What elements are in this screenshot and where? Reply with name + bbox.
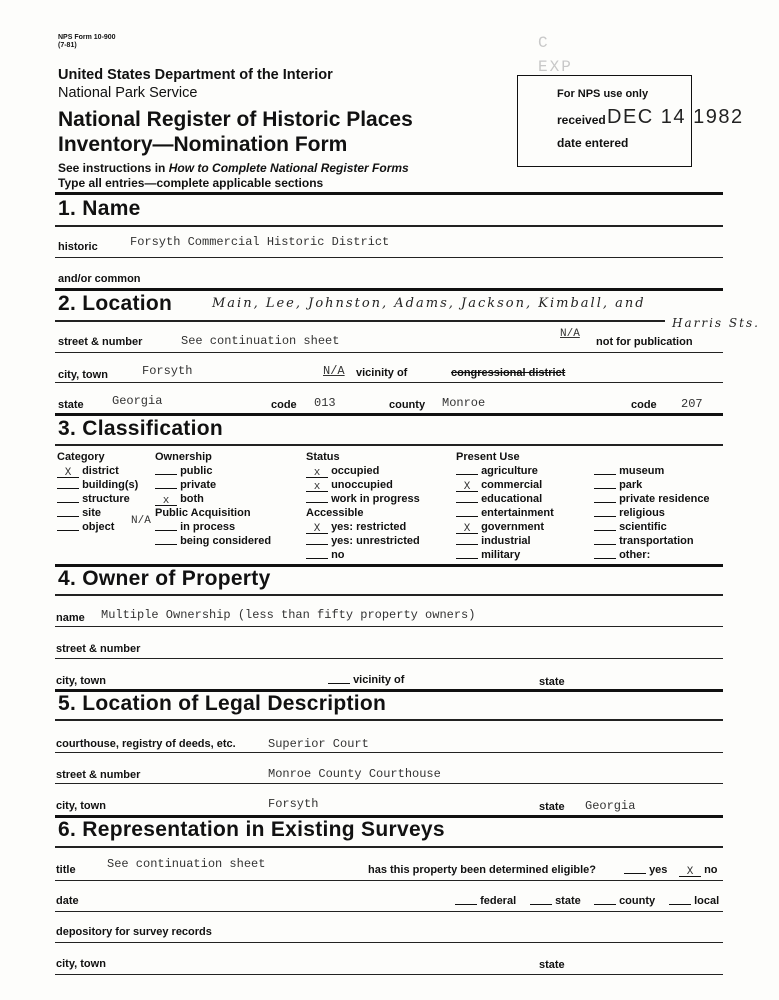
educational-label: educational [481,493,543,505]
section2-heading: 2. Location [58,292,173,315]
rule-legal-street [55,783,723,784]
agriculture-label: agriculture [481,465,538,477]
rule-s6-head [55,846,723,848]
government-label: government [481,521,545,533]
ownership-private[interactable] [155,479,216,491]
checkbox-military[interactable] [456,549,478,559]
public-label: public [180,465,213,477]
rule-s3-head [55,444,723,446]
rule-top-s2 [55,288,723,291]
both-label: both [180,493,204,505]
federal-label: federal [480,895,517,907]
survey-state-label: state [555,895,581,907]
checkbox-commercial[interactable]: X [456,482,478,492]
instructions-line1 [58,161,409,175]
checkbox-eligible-no[interactable]: X [679,867,701,877]
handwritten-streets: Main, Lee, Johnston, Adams, Jackson, Kimball, and [212,296,646,311]
military-label: military [481,549,521,561]
work-in-progress-label: work in progress [331,493,420,505]
rule-historic [55,257,723,258]
rule-depository [55,942,723,943]
handwritten-streets-2: Harris Sts. [672,316,760,330]
structure-label: structure [82,493,130,505]
rule-street [55,352,723,353]
no-label: no [331,549,345,561]
date-entered-label: date entered [557,136,629,150]
street-label: street & number [58,336,143,348]
rule-top-s1 [55,192,723,195]
category-district[interactable] [57,465,119,478]
legal-city-value: Forsyth [268,797,319,811]
checkbox-eligible-yes[interactable] [624,864,646,874]
accessible-unrestricted[interactable] [306,535,420,547]
checkbox-occupied[interactable]: x [306,468,328,478]
checkbox-owner-vicinity[interactable] [328,674,350,684]
ownership-header: Ownership [155,451,212,463]
checkbox-unoccupied[interactable]: x [306,482,328,492]
publication-na: N/A [560,328,580,340]
use-other[interactable] [594,549,650,561]
received-stamp: DEC 14 1982 [607,106,744,128]
code-label: code [271,399,297,411]
faded-stamp-2: EXP [538,58,573,76]
transportation-label: transportation [619,535,694,547]
vicinity-label: vicinity of [356,367,408,379]
survey-county[interactable] [594,895,655,907]
checkbox-agriculture[interactable] [456,465,478,475]
rule-owner-name [55,626,723,627]
checkbox-public[interactable] [155,465,177,475]
use-entertainment[interactable] [456,507,554,519]
checkbox-survey-state[interactable] [530,895,552,905]
eligible-yes-label: yes [649,864,668,876]
checkbox-religious[interactable] [594,507,616,517]
service-name: National Park Service [58,85,198,101]
county-label: county [389,399,426,411]
legal-street-value: Monroe County Courthouse [268,767,441,781]
code2-label: code [631,399,657,411]
checkbox-other[interactable] [594,549,616,559]
use-industrial[interactable] [456,535,531,547]
commercial-label: commercial [481,479,543,491]
religious-label: religious [619,507,665,519]
form-title-line1: National Register of Historic Places [58,108,413,131]
survey-date-label: date [56,895,79,907]
legal-street-label: street & number [56,769,141,781]
historic-label: historic [58,241,98,253]
county-level-label: county [619,895,656,907]
owner-vicinity[interactable] [328,674,404,686]
rule-top-s3 [55,413,723,416]
object-label: object [82,521,115,533]
district-label: district [82,465,119,477]
legal-city-label: city, town [56,800,106,812]
acquisition-na: N/A [131,515,151,527]
use-religious[interactable] [594,507,665,519]
present-use-header: Present Use [456,451,520,463]
status-unoccupied[interactable] [306,479,393,492]
received-label: received [557,113,606,127]
use-agriculture[interactable] [456,465,538,477]
use-transportation[interactable] [594,535,694,547]
ownership-both[interactable] [155,493,204,506]
checkbox-transportation[interactable] [594,535,616,545]
checkbox-buildings[interactable] [57,479,79,489]
survey-local[interactable] [669,895,719,907]
state-value: Georgia [112,394,163,408]
instructions-title: How to Complete National Register Forms [168,161,409,175]
eligible-no-label: no [704,864,718,876]
local-label: local [694,895,720,907]
rule-s5-head [55,719,723,721]
checkbox-no[interactable] [306,549,328,559]
checkbox-object[interactable] [57,521,79,531]
checkbox-educational[interactable] [456,493,478,503]
checkbox-being-considered[interactable] [155,535,177,545]
form-title-line2: Inventory—Nomination Form [58,133,348,156]
section6-heading: 6. Representation in Existing Surveys [58,818,445,841]
form-revision: (7-81) [58,42,77,49]
in-process-label: in process [180,521,236,533]
form-number: NPS Form 10-900 [58,34,116,41]
status-occupied[interactable] [306,465,379,478]
status-header: Status [306,451,340,463]
street-value: See continuation sheet [181,334,340,348]
checkbox-unrestricted[interactable] [306,535,328,545]
survey-title-label: title [56,864,76,876]
checkbox-work-in-progress[interactable] [306,493,328,503]
section5-heading: 5. Location of Legal Description [58,692,387,715]
rule-survey-title [55,880,723,881]
checkbox-park[interactable] [594,479,616,489]
vicinity-na: N/A [323,364,345,378]
rule-owner-street [55,658,723,659]
depository-label: depository for survey records [56,926,212,938]
status-work-in-progress[interactable] [306,493,420,505]
checkbox-entertainment[interactable] [456,507,478,517]
use-park[interactable] [594,479,642,491]
private-residence-label: private residence [619,493,710,505]
owner-street-label: street & number [56,643,141,655]
use-government[interactable] [456,521,544,534]
use-private-residence[interactable] [594,493,710,505]
category-site[interactable] [57,507,101,519]
legal-state-label: state [539,801,565,813]
code2-value: 207 [681,397,703,411]
section1-heading: 1. Name [58,197,141,220]
checkbox-federal[interactable] [455,895,477,905]
historic-value: Forsyth Commercial Historic District [130,235,390,249]
rule-survey-date [55,911,723,912]
restricted-label: yes: restricted [331,521,407,533]
ownership-public[interactable] [155,465,212,477]
rule-city [55,382,723,383]
checkbox-site[interactable] [57,507,79,517]
other-label: other: [619,549,651,561]
checkbox-district[interactable]: X [57,468,79,478]
private-label: private [180,479,217,491]
rule-s2-head [55,320,665,322]
survey-state[interactable] [530,895,581,907]
section3-heading: 3. Classification [58,417,223,440]
museum-label: museum [619,465,665,477]
entertainment-label: entertainment [481,507,554,519]
city-label: city, town [58,369,108,381]
accessible-no[interactable] [306,549,345,561]
being-considered-label: being considered [180,535,272,547]
department-name: United States Department of the Interior [58,67,333,83]
checkbox-in-process[interactable] [155,521,177,531]
survey-federal[interactable] [455,895,516,907]
use-commercial[interactable] [456,479,542,492]
park-label: park [619,479,643,491]
survey-state2-label: state [539,959,565,971]
checkbox-private[interactable] [155,479,177,489]
checkbox-industrial[interactable] [456,535,478,545]
instructions-line2: Type all entries—complete applicable sections [58,176,324,190]
eligible-yes[interactable] [624,864,667,876]
code-value: 013 [314,396,336,410]
county-value: Monroe [442,396,486,410]
acq-in-process[interactable] [155,521,235,533]
courthouse-value: Superior Court [268,737,369,751]
legal-state-value: Georgia [585,799,636,813]
owner-state-label: state [539,676,565,688]
checkbox-government[interactable]: X [456,524,478,534]
rule-survey-city [55,974,723,975]
checkbox-structure[interactable] [57,493,79,503]
use-military[interactable] [456,549,520,561]
owner-city-label: city, town [56,675,106,687]
buildings-label: building(s) [82,479,139,491]
site-label: site [82,507,102,519]
congressional-district-label: congressional district [451,367,566,379]
checkbox-county[interactable] [594,895,616,905]
occupied-label: occupied [331,465,380,477]
not-for-publication: not for publication [596,336,693,348]
unrestricted-label: yes: unrestricted [331,535,420,547]
checkbox-museum[interactable] [594,465,616,475]
city-value: Forsyth [142,364,193,378]
category-header: Category [57,451,105,463]
accessible-header: Accessible [306,507,364,519]
checkbox-restricted[interactable]: X [306,524,328,534]
checkbox-private-residence[interactable] [594,493,616,503]
public-acquisition-header: Public Acquisition [155,507,251,519]
section4-heading: 4. Owner of Property [58,567,271,590]
rule-s4-head [55,594,723,596]
use-museum[interactable] [594,465,664,477]
checkbox-both[interactable]: x [155,496,177,506]
use-educational[interactable] [456,493,542,505]
eligible-no[interactable] [679,864,718,877]
checkbox-local[interactable] [669,895,691,905]
rule-s1-head [55,225,723,227]
rule-courthouse [55,752,723,753]
survey-city-label: city, town [56,958,106,970]
acq-being-considered[interactable] [155,535,271,547]
checkbox-scientific[interactable] [594,521,616,531]
unoccupied-label: unoccupied [331,479,393,491]
category-buildings[interactable] [57,479,138,491]
instructions-prefix: See instructions in [58,161,169,175]
category-object[interactable] [57,521,114,533]
industrial-label: industrial [481,535,531,547]
nps-use-only: For NPS use only [557,88,649,100]
use-scientific[interactable] [594,521,667,533]
accessible-restricted[interactable] [306,521,406,534]
survey-title-value: See continuation sheet [107,857,266,871]
eligible-question: has this property been determined eligible? [368,864,596,876]
common-label: and/or common [58,273,141,285]
category-structure[interactable] [57,493,130,505]
owner-vicinity-label: vicinity of [353,674,405,686]
owner-name-label: name [56,612,85,624]
owner-name-value: Multiple Ownership (less than fifty property owners) [101,608,476,622]
scientific-label: scientific [619,521,667,533]
courthouse-label: courthouse, registry of deeds, etc. [56,738,236,750]
faded-stamp-1: C [538,34,550,52]
state-label: state [58,399,84,411]
